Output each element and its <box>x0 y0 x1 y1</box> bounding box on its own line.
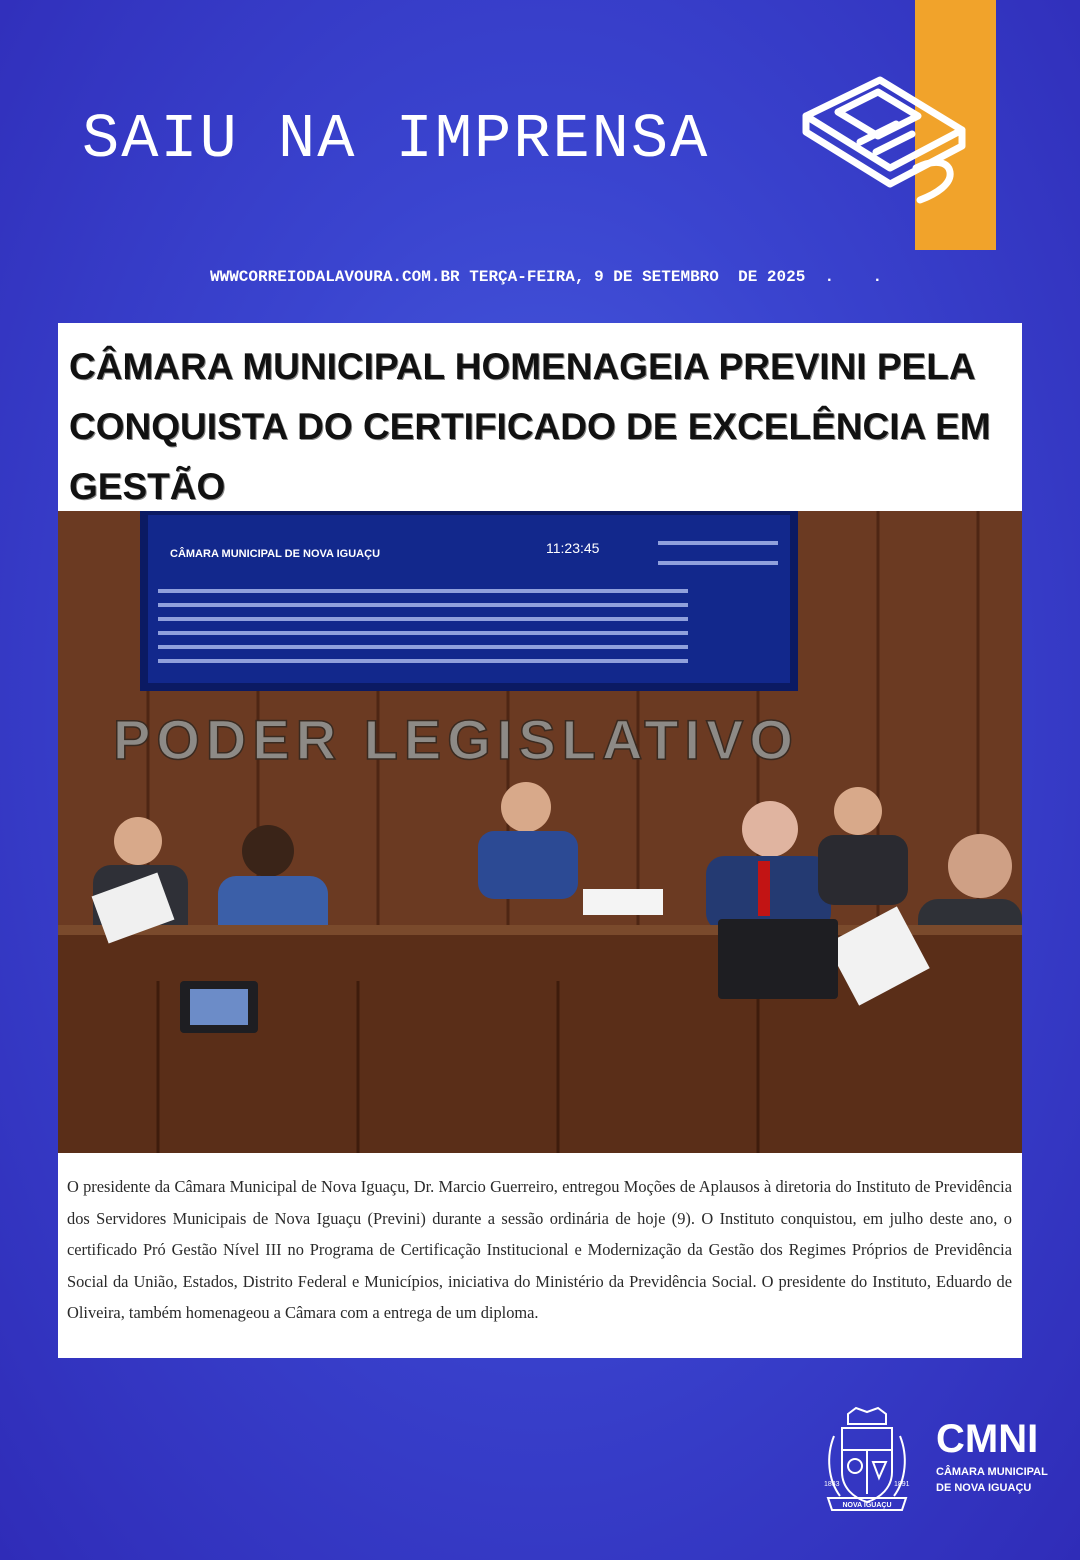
article-card <box>58 323 1022 1358</box>
article-photo <box>58 511 1022 1153</box>
cmni-logo <box>936 1418 1051 1496</box>
wall-sign: PODER LEGISLATIVO <box>113 708 799 771</box>
seal-year-right: 1891 <box>894 1481 910 1488</box>
screen-title: CÂMARA MUNICIPAL DE NOVA IGUAÇU <box>170 548 381 560</box>
seal-year-left: 1833 <box>824 1481 840 1488</box>
municipal-seal <box>818 1406 916 1514</box>
cmni-acronym: CMNI <box>936 1417 1039 1461</box>
screen-clock: 11:23:45 <box>546 540 600 556</box>
seal-ribbon: NOVA IGUAÇU <box>842 1502 892 1509</box>
banner-title: SAIU NA IMPRENSA <box>82 104 710 175</box>
cmni-line1: CÂMARA MUNICIPAL <box>936 1466 1048 1478</box>
article-caption: O presidente da Câmara Municipal de Nova Iguaçu, Dr. Marcio Guerreiro, entregou Moções de Aplausos à diretoria do Instituto de Previdência dos Servidores Municipais de Nova Iguaçu (Previni) durante a sessão ordinária de hoje (9). O Instituto conquistou, em julho deste ano, o certificado Pró Gestão Nível III no Programa de Certificação Institucional e Modernização da Gestão dos Regimes Próprios de Previdência Social da União, Estados, Distrito Federal e Municípios, iniciativa do Ministério da Previdência Social. O presidente do Instituto, Eduardo de Oliveira, também homenageou a Câmara com a entrega de um diploma. <box>67 1177 1012 1322</box>
article-headline: CÂMARA MUNICIPAL HOMENAGEIA PREVINI PELA CONQUISTA DO CERTIFICADO DE EXCELÊNCIA EM GESTÃO <box>69 346 991 507</box>
newspaper-icon <box>798 72 968 207</box>
cmni-line2: DE NOVA IGUAÇU <box>936 1482 1032 1494</box>
dateline: WWWCORREIODALAVOURA.COM.BR TERÇA-FEIRA, 9 DE SETEMBRO DE 2025 . . <box>210 268 883 286</box>
